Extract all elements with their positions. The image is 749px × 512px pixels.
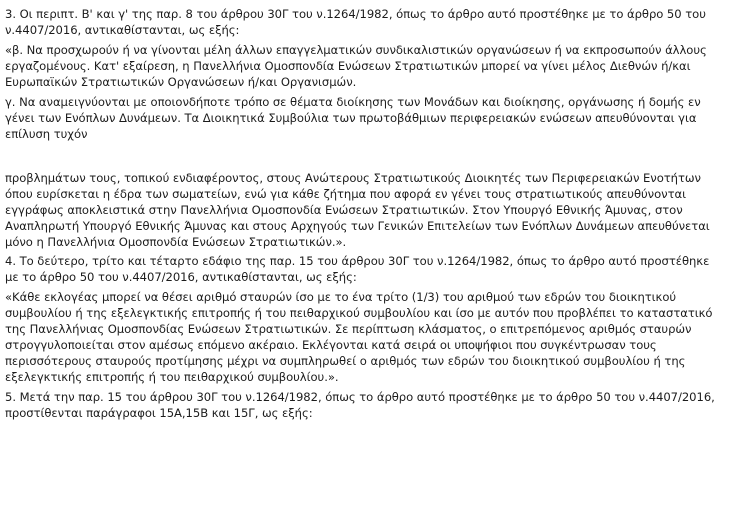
text-line: Ευρωπαϊκών Στρατιωτικών Οργανώσεων ή/και Οργανισμών. — [5, 75, 357, 89]
text-line: 4. Το δεύτερο, τρίτο και τέταρτο εδάφιο της παρ. 15 του άρθρου 30Γ του ν.1264/1982, όπως το άρθρο αυτό προστέθηκε — [5, 254, 710, 268]
text-line: γένει των Ενόπλων Δυνάμεων. Τα Διοικητικά Συμβούλια των πρωτοβάθμιων περιφερειακών ενώσεων απευθύνονται για — [5, 111, 697, 125]
text-line: ν.4407/2016, αντικαθίστανται, ως εξής: — [5, 23, 240, 37]
text-line: συμβουλίου ή της εξελεγκτικής επιτροπής ή του πειθαρχικού συμβουλίου και ίσο με αυτόν που προβλέπει το καταστατικό — [5, 306, 713, 320]
text-line: περισσότερους σταυρούς προτίμησης μέχρι να συμπληρωθεί ο αριθμός των εδρών του διοικητικού συμβουλίου ή της — [5, 354, 686, 368]
text-line: εγγράφως αποκλειστικά στην Πανελλήνια Ομοσπονδία Ενώσεων Στρατιωτικών. Στον Υπουργό Εθνικής Άμυνας, στον — [5, 203, 683, 217]
text-line: «Κάθε εκλογέας μπορεί να θέσει αριθμό σταυρών ίσο με το ένα τρίτο (1/3) του αριθμού των εδρών του διοικητικού — [5, 290, 677, 304]
text-line: «β. Να προσχωρούν ή να γίνονται μέλη άλλων επαγγελματικών συνδικαλιστικών οργανώσεων ή να εκπροσωπούν άλλους — [5, 43, 707, 57]
text-line: επίλυση τυχόν — [5, 127, 88, 141]
text-line: εργαζομένους. Κατ' εξαίρεση, η Πανελλήνια Ομοσπονδία Ενώσεων Στρατιωτικών μπορεί να γίνει μέλος Διεθνών ή/και — [5, 59, 691, 73]
text-line: μόνο η Πανελλήνια Ομοσπονδία Ενώσεων Στρατιωτικών.». — [5, 235, 347, 249]
text-line: όπου ευρίσκεται η έδρα των σωματείων, ενώ για κάθε ζήτημα που αφορά εν γένει τους στρατιωτικούς απευθύνονται — [5, 187, 686, 201]
text-line: εξελεγκτικής επιτροπής ή του πειθαρχικού συμβουλίου.». — [5, 370, 339, 384]
text-line: Αναπληρωτή Υπουργό Εθνικής Άμυνας και στους Αρχηγούς των Γενικών Επιτελείων των Ενόπλων Δυνάμεων απευθύνεται — [5, 219, 710, 233]
text-line: 3. Οι περιπτ. Β' και γ' της παρ. 8 του άρθρου 30Γ του ν.1264/1982, όπως το άρθρο αυτό προστέθηκε με το άρθρο 50 του — [5, 7, 706, 21]
text-line: 5. Μετά την παρ. 15 του άρθρου 30Γ του ν.1264/1982, όπως το άρθρο αυτό προστέθηκε με το άρθρο 50 του ν.4407/2016, — [5, 390, 715, 404]
text-line: στρογγυλοποιείται στον αμέσως επόμενο ακέραιο. Εκλέγονται κατά σειρά οι υποψήφιοι που συγκέντρωσαν τους — [5, 338, 657, 352]
text-line: γ. Να αναμειγνύονται με οποιονδήποτε τρόπο σε θέματα διοίκησης των Μονάδων και διοίκησης, οργάνωσης ή δομής εν — [5, 95, 701, 109]
text-line: προβλημάτων τους, τοπικού ενδιαφέροντος, στους Ανώτερους Στρατιωτικούς Διοικητές των Περιφερειακών Ενοτήτων — [5, 171, 701, 185]
text-line: προστίθενται παράγραφοι 15Α,15Β και 15Γ, ως εξής: — [5, 406, 313, 420]
text-line: με το άρθρο 50 του ν.4407/2016, αντικαθίστανται, ως εξής: — [5, 270, 357, 284]
text-line: της Πανελλήνιας Ομοσπονδίας Ενώσεων Στρατιωτικών. Σε περίπτωση κλάσματος, ο επιτρεπόμενος αριθμός σταυρών — [5, 322, 692, 336]
